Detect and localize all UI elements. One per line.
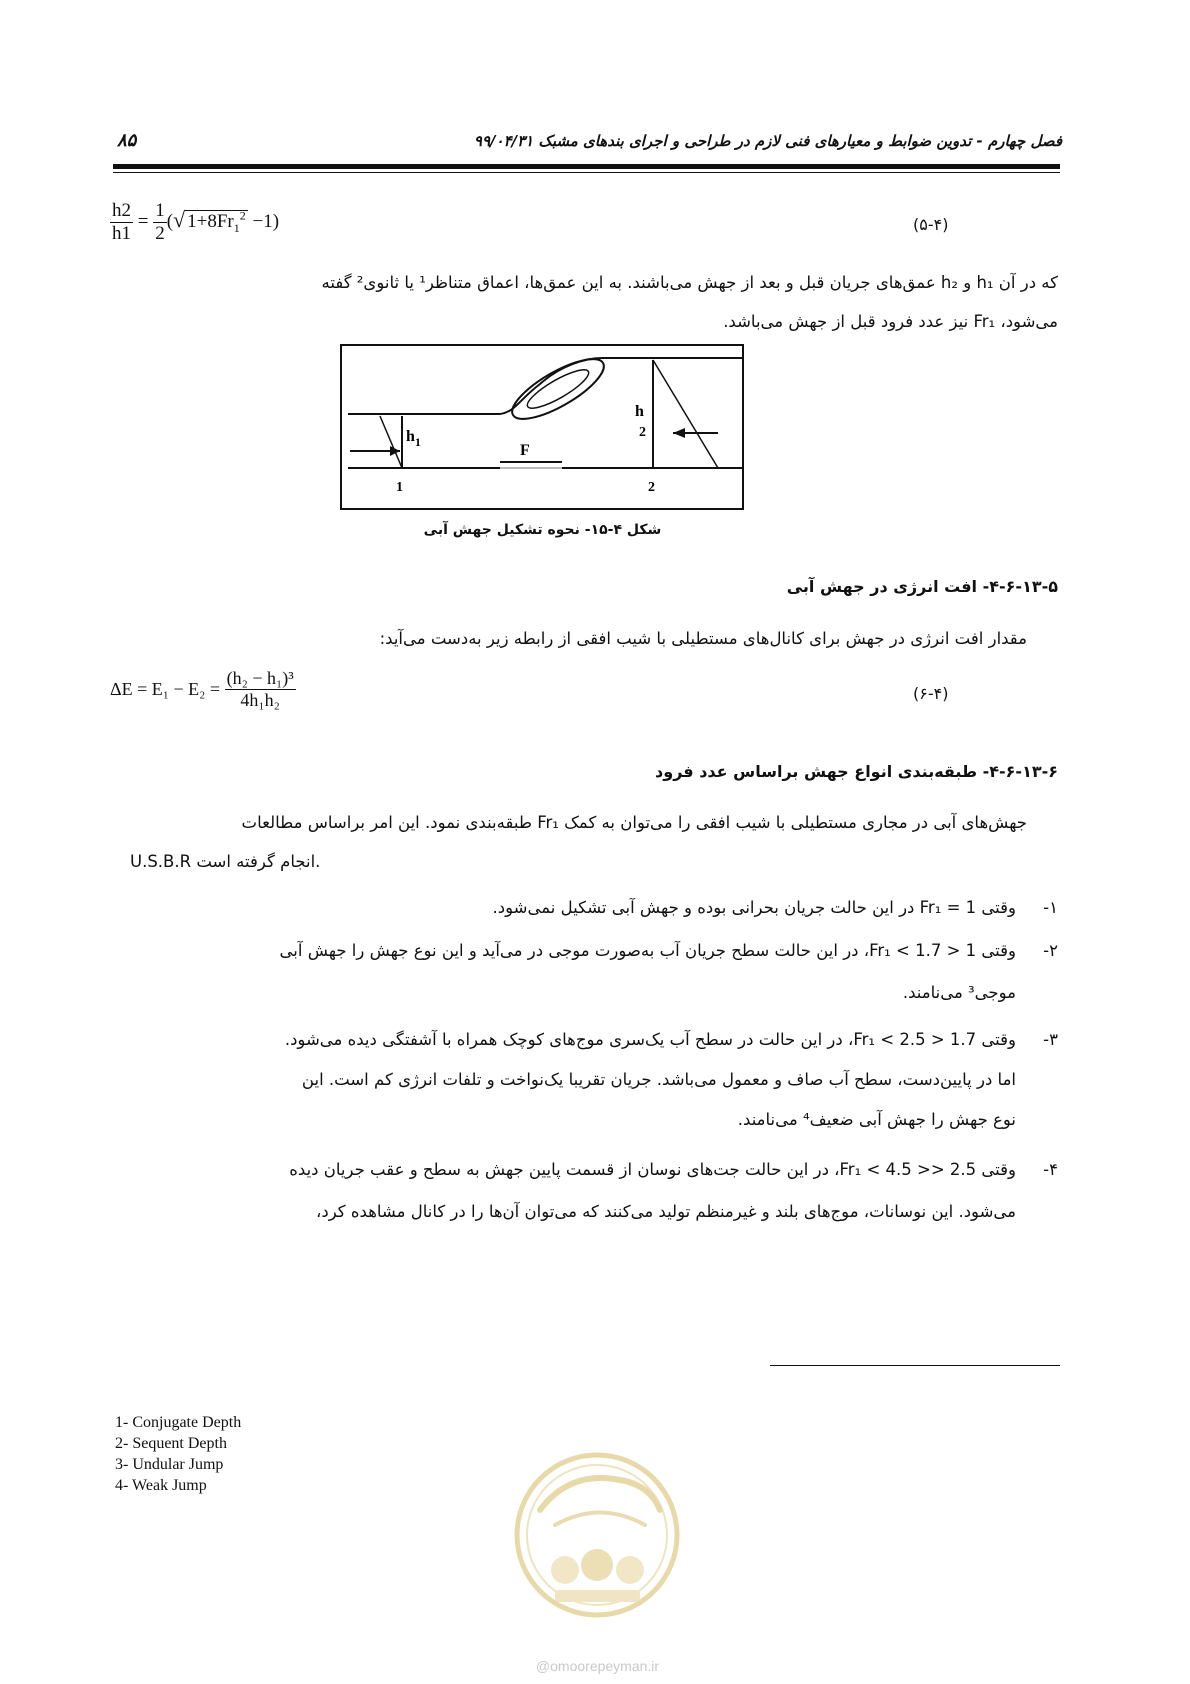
footnote: 1- Conjugate Depth [115, 1414, 242, 1431]
running-header-title: فصل چهارم - تدوین ضوابط و معیارهای فنی لازم در طراحی و اجرای بندهای مشبک ۹۹/۰۴/۳۱ [473, 132, 1062, 150]
list-item-line: می‌شود. این نوسانات، موج‌های بلند و غیرمنظم تولید می‌کنند که می‌توان آن‌ها را در کانال مشاهده کرد، [316, 1202, 1016, 1221]
label-F: F [520, 442, 530, 459]
arrow-head-downstream [673, 428, 685, 438]
equation-number-6-4: (۶-۴) [913, 684, 949, 703]
equation-number-5-4: (۵-۴) [913, 215, 949, 234]
pressure-triangle-1 [380, 416, 402, 468]
figure-caption: شکل ۴-۱۵- نحوه تشکیل جهش آبی [423, 522, 662, 538]
eq-lhs-denominator: h1 [112, 223, 131, 244]
list-item-line: وقتی 1 < Fr₁ < 1.7، در این حالت سطح جریان آب به‌صورت موجی در می‌آید و این نوع جهش را جهش آبی [279, 941, 1016, 960]
list-item-number: ۲- [1043, 941, 1058, 960]
label-h2-sub: 2 [639, 425, 646, 440]
footnotes [115, 1412, 241, 1496]
pressure-triangle-2 [653, 360, 718, 468]
eq-half-fraction [153, 200, 167, 245]
list-item-number: ۳- [1043, 1030, 1058, 1049]
header-rule-thin [113, 172, 1060, 173]
list-item-line: اما در پایین‌دست، سطح آب صاف و معمول می‌باشد. جریان تقریبا یک‌نواخت و تلفات انرژی کم است. این [301, 1070, 1016, 1089]
paragraph-line: که در آن h₁ و h₂ عمق‌های جریان قبل و بعد از جهش می‌باشند. به این عمق‌ها، اعماق متناظر¹ یا ثانوی² گفته [321, 273, 1058, 292]
eq-half-denominator: 2 [155, 223, 165, 244]
list-item-number: ۱- [1043, 898, 1058, 917]
eq64-lhs: ΔE = E₁ − E₂ = [110, 679, 221, 699]
roller-outer [504, 348, 611, 429]
list-item-line: نوع جهش را جهش آبی ضعیف⁴ می‌نامند. [737, 1110, 1016, 1129]
label-h2: h [635, 403, 644, 420]
label-section-2: 2 [648, 480, 655, 495]
hydraulic-jump-figure [340, 344, 745, 516]
eq-tail: −1) [252, 210, 280, 232]
footnote: 4- Weak Jump [115, 1477, 207, 1494]
eq-radicand-text: 1+8Fr [187, 210, 234, 232]
jump-surface-profile [500, 358, 743, 414]
list-item-line: وقتی Fr₁ = 1 در این حالت جریان بحرانی بوده و جهش آبی تشکیل نمی‌شود. [492, 898, 1016, 917]
eq-lhs-numerator: h2 [112, 200, 131, 221]
equation-6-4 [110, 668, 296, 711]
list-item-line: وقتی 1.7 < Fr₁ < 2.5، در این حالت در سطح آب یک‌سری موج‌های کوچک همراه با آشفتگی دیده می‌شود. [284, 1030, 1016, 1049]
list-item-number: ۴- [1043, 1160, 1058, 1179]
section-heading-classification: ۴-۶-۱۳-۶- طبقه‌بندی انواع جهش براساس عدد فرود [655, 762, 1058, 781]
page-number: ۸۵ [117, 130, 137, 151]
section-6-text-line2: U.S.B.R انجام گرفته است. [130, 852, 321, 871]
footnote-rule [770, 1365, 1060, 1366]
section-5-text: مقدار افت انرژی در جهش برای کانال‌های مستطیلی با شیب افقی از رابطه زیر به‌دست می‌آید: [379, 629, 1027, 648]
stamp-icon [510, 1440, 685, 1640]
sqrt-sign: √ [173, 206, 186, 232]
footnote: 3- Undular Jump [115, 1456, 224, 1473]
arrow-head-upstream [390, 446, 400, 456]
section-heading-energy-loss: ۴-۶-۱۳-۵- افت انرژی در جهش آبی [786, 577, 1058, 596]
equation-5-4 [110, 200, 279, 245]
footnote: 2- Sequent Depth [115, 1435, 227, 1452]
list-item [130, 1023, 1058, 1137]
eq64-denominator: 4h₁h₂ [240, 690, 280, 710]
eq-half-numerator: 1 [155, 200, 165, 221]
section-6-text-line1: جهش‌های آبی در مجاری مستطیلی با شیب افقی را می‌توان به کمک Fr₁ طبقه‌بندی نمود. این امر براساس مطالعات [241, 813, 1027, 832]
list-item [130, 1153, 1058, 1229]
list-item-line: وقتی 2.5 << Fr₁ < 4.5، در این حالت جت‌های نوسان از قسمت پایین جهش به سطح و عقب جریان دیده [289, 1160, 1016, 1179]
label-section-1: 1 [396, 480, 403, 495]
eq-subscript: 1 [233, 220, 240, 235]
hydraulic-jump-diagram [340, 344, 745, 512]
eq-open-paren: ( [166, 210, 174, 232]
eq64-numerator: (h₂ − h₁)³ [226, 668, 294, 688]
list-item [130, 891, 1058, 925]
sqrt-radicand [185, 208, 248, 235]
eq-lhs-fraction [110, 200, 133, 245]
watermark-url: @omoorepeyman.ir [535, 1658, 660, 1674]
eq-superscript: 2 [239, 208, 246, 223]
paragraph-line: می‌شود، Fr₁ نیز عدد فرود قبل از جهش می‌باشد. [723, 312, 1058, 331]
eq-equals: = [137, 210, 149, 232]
header-rule-thick [113, 164, 1060, 169]
list-item-line: موجی³ می‌نامند. [902, 983, 1016, 1002]
list-item [130, 934, 1058, 1010]
eq64-fraction [225, 668, 296, 711]
watermark-stamp-logo [510, 1440, 685, 1644]
label-h1: $h_1$ [406, 428, 421, 449]
